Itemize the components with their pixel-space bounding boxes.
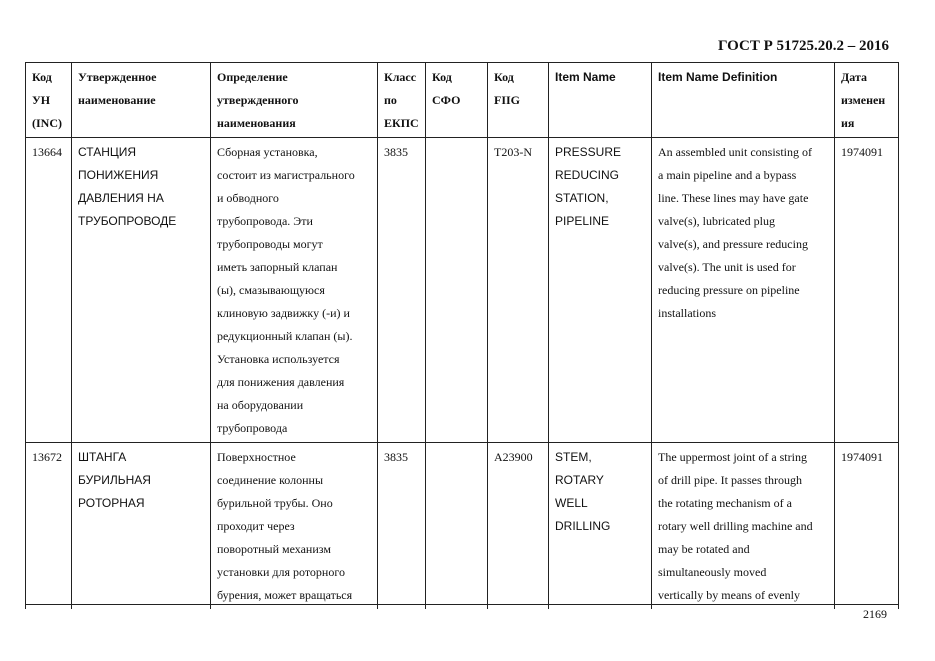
cell-name: СТАНЦИЯ ПОНИЖЕНИЯ ДАВЛЕНИЯ НА ТРУБОПРОВОДЕ xyxy=(72,138,211,443)
catalog-table xyxy=(25,62,899,609)
table-row xyxy=(26,443,899,610)
col-header-date-changed: Дата изменен ия xyxy=(835,63,899,138)
cell-item-name: PRESSURE REDUCING STATION, PIPELINE xyxy=(549,138,652,443)
cell-sfo xyxy=(426,443,488,610)
cell-definition: Поверхностное соединение колонны бурильной трубы. Оно проходит через поворотный механизм установки для роторного бурения, может вращаться xyxy=(211,443,378,610)
table-header-row xyxy=(26,63,899,138)
cell-item-definition: An assembled unit consisting of a main pipeline and a bypass line. These lines may have gate valve(s), lubricated plug valve(s), and pressure reducing valve(s). The unit is used for reducing pressure on pipeline installations xyxy=(652,138,835,443)
cell-item-definition: The uppermost joint of a string of drill pipe. It passes through the rotating mechanism of a rotary well drilling machine and may be rotated and simultaneously moved vertically by means of evenly xyxy=(652,443,835,610)
cell-code: 13672 xyxy=(26,443,72,610)
table-row xyxy=(26,138,899,443)
cell-code: 13664 xyxy=(26,138,72,443)
cell-fiig: A23900 xyxy=(488,443,549,610)
cell-date: 1974091 xyxy=(835,443,899,610)
cell-class: 3835 xyxy=(378,443,426,610)
cell-class: 3835 xyxy=(378,138,426,443)
col-header-code-un: Код УН (INC) xyxy=(26,63,72,138)
col-header-code-fiig: Код FIIG xyxy=(488,63,549,138)
document-header: ГОСТ Р 51725.20.2 – 2016 xyxy=(717,38,889,54)
cell-definition: Сборная установка, состоит из магистрального и обводного трубопровода. Эти трубопроводы могут иметь запорный клапан (ы), смазывающуюся клиновую задвижку (-и) и редукционный клапан (ы). Установка используется для понижения давления на оборудовании трубопровода xyxy=(211,138,378,443)
col-header-approved-name: Утвержденное наименование xyxy=(72,63,211,138)
cell-date: 1974091 xyxy=(835,138,899,443)
col-header-definition: Определение утвержденного наименования xyxy=(211,63,378,138)
col-header-item-name-definition: Item Name Definition xyxy=(652,63,835,138)
col-header-class: Класс по ЕКПС xyxy=(378,63,426,138)
page-number: 2169 xyxy=(863,607,887,621)
cell-item-name: STEM, ROTARY WELL DRILLING xyxy=(549,443,652,610)
col-header-item-name: Item Name xyxy=(549,63,652,138)
cell-fiig: T203-N xyxy=(488,138,549,443)
col-header-code-sfo: Код СФО xyxy=(426,63,488,138)
bottom-rule xyxy=(25,604,898,605)
cell-sfo xyxy=(426,138,488,443)
cell-name: ШТАНГА БУРИЛЬНАЯ РОТОРНАЯ xyxy=(72,443,211,610)
